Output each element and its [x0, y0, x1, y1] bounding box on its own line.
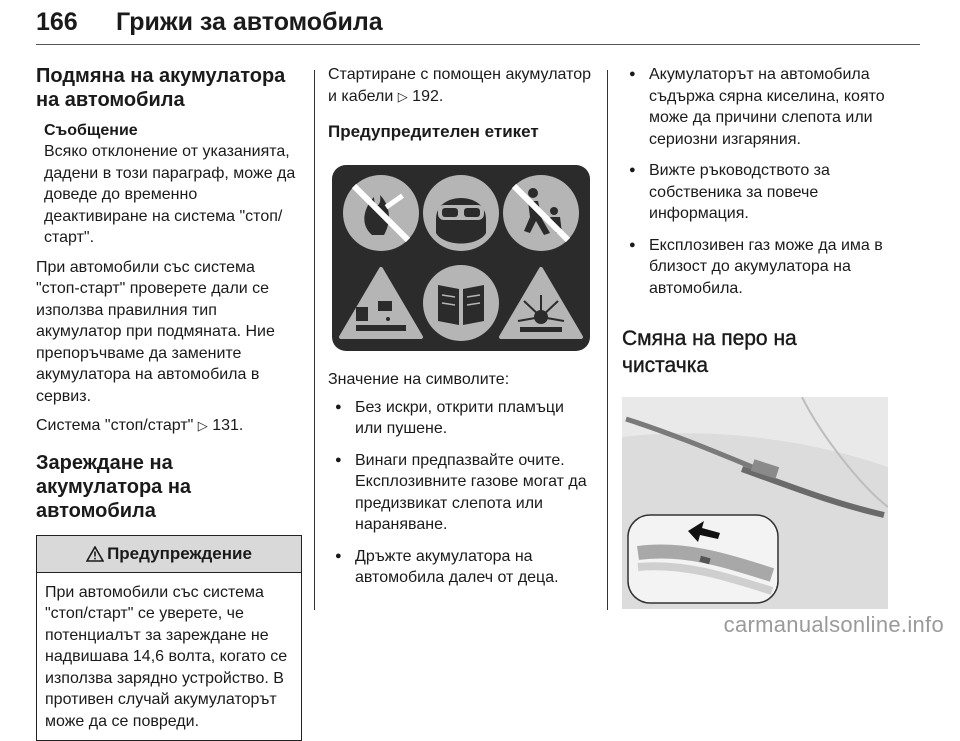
ref-page[interactable]: 192. — [412, 88, 443, 105]
wiper-blade-figure — [622, 397, 888, 609]
paragraph-jump-start-ref — [328, 64, 594, 107]
column-divider-1 — [314, 70, 315, 610]
list-item: ● Дръжте акумулатора на автомобила далеч от деца. — [328, 546, 594, 589]
column-left — [36, 64, 302, 741]
list-item: ● Без искри, открити пламъци или пушене. — [328, 397, 594, 440]
list-item: ● Винаги предпазвайте очите. Експлозивните газове могат да предизвикат слепота или нараняване. — [328, 450, 594, 536]
paragraph-stop-start-ref — [36, 415, 302, 437]
warning-header — [37, 536, 301, 573]
page-header-title: Грижи за автомобила — [116, 8, 383, 37]
paragraph-stop-start-battery: При автомобили със система "стоп-старт" проверете дали се използва правилния тип акумулатор при подмяната. Ние препоръчваме да замените акумулатора на автомобила в сервиз. — [36, 257, 302, 408]
column-divider-2 — [607, 70, 608, 610]
ref-text: Система "стоп/старт" — [36, 417, 193, 434]
section-heading-battery-replacement: Подмяна на акумулатора на автомобила — [36, 64, 302, 112]
ref-text: Стартиране с помощен акумулатор и кабели — [328, 66, 591, 105]
no-flames-icon — [343, 175, 419, 251]
warning-text: При автомобили със система "стоп/старт" се уверете, че потенциалът за зареждане не надвишава 14,6 волта, когато се използва зарядно устройство. В противен случай акумулаторът може да се повреди. — [45, 582, 293, 733]
header-rule — [36, 44, 920, 45]
list-item: ● Акумулаторът на автомобила съдържа сярна киселина, която може да причини слепота или сериозни изгаряния. — [622, 64, 888, 150]
page-number: 166 — [36, 8, 78, 37]
list-item: ● Експлозивен газ може да има в близост до акумулатора на автомобила. — [622, 235, 888, 300]
warning-triangle-icon — [86, 546, 104, 562]
battery-warning-label-figure — [328, 161, 594, 355]
symbols-list-continued — [622, 64, 888, 299]
list-item: ● Вижте ръководството за собственика за повече информация. — [622, 160, 888, 225]
detail-inset — [628, 515, 778, 603]
warning-title: Предупреждение — [107, 544, 252, 564]
symbols-caption: Значение на символите: — [328, 369, 594, 391]
keep-away-from-children-icon — [503, 175, 579, 251]
page-ref-arrow-icon: ▷ — [198, 418, 208, 433]
page-ref-arrow-icon: ▷ — [398, 89, 408, 104]
symbols-list — [328, 397, 594, 589]
footer-watermark: carmanualsonline.info — [724, 612, 944, 638]
notice-text: Всяко отклонение от указанията, дадени в този параграф, може да доведе до временно деактивиране на система "стоп/старт". — [44, 141, 302, 249]
eye-protection-icon — [423, 175, 499, 251]
section-heading-warning-label: Предупредителен етикет — [328, 121, 594, 143]
notice-title: Съобщение — [44, 120, 302, 141]
warning-box — [36, 535, 302, 741]
read-manual-icon — [423, 265, 499, 341]
notice-block — [36, 120, 302, 249]
ref-page[interactable]: 131. — [212, 417, 243, 434]
section-heading-wiper-blade: Смяна на перо на чистачка — [622, 325, 888, 379]
section-heading-battery-charging: Зареждане на акумулатора на автомобила — [36, 451, 302, 523]
column-middle — [328, 64, 594, 599]
column-right — [622, 64, 888, 609]
